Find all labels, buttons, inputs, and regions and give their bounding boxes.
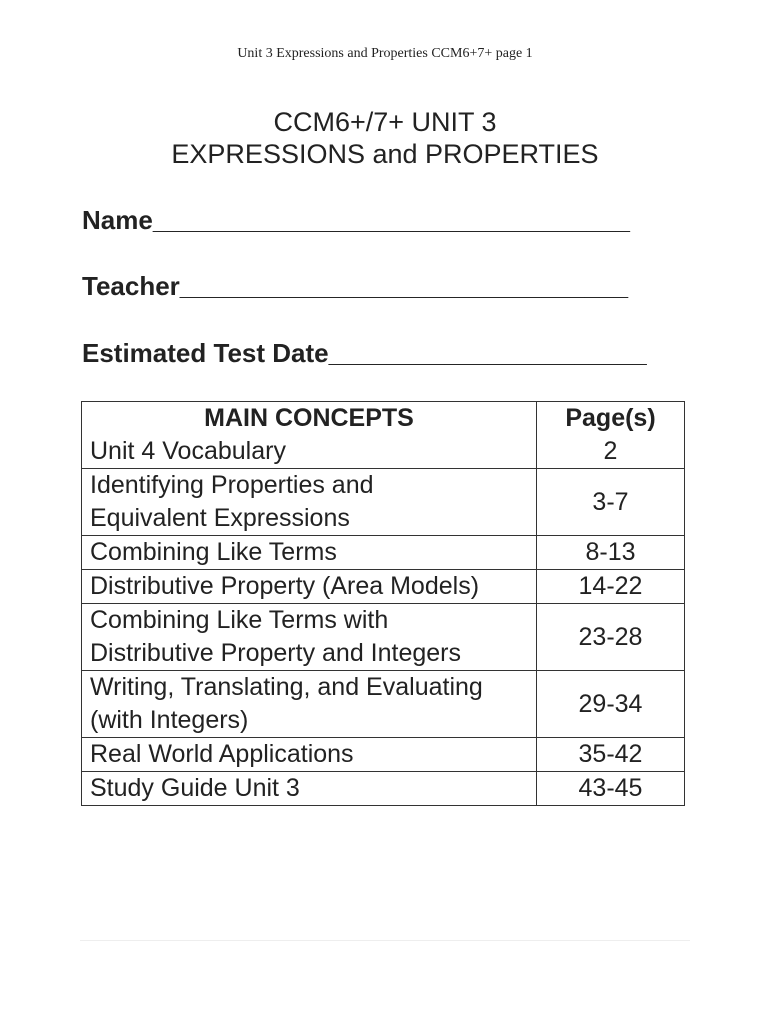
concept-line: Combining Like Terms with bbox=[90, 606, 389, 634]
concept-line: Combining Like Terms bbox=[90, 538, 337, 566]
concept-line: (with Integers) bbox=[90, 706, 249, 734]
name-field: Name_________________________________ bbox=[82, 205, 630, 235]
pages-cell: 35-42 bbox=[537, 738, 685, 772]
concept-line: Real World Applications bbox=[90, 740, 354, 768]
teacher-field: Teacher_______________________________ bbox=[82, 271, 629, 301]
pages-cell: 8-13 bbox=[537, 536, 685, 570]
table-row bbox=[82, 435, 685, 469]
table-row bbox=[82, 536, 685, 570]
table-row bbox=[82, 772, 685, 806]
concept-cell bbox=[82, 435, 537, 469]
table-row bbox=[82, 570, 685, 604]
running-header: Unit 3 Expressions and Properties CCM6+7+ page 1 bbox=[237, 46, 533, 61]
table-row bbox=[82, 469, 685, 536]
concept-line: Writing, Translating, and Evaluating bbox=[90, 673, 483, 701]
concept-cell bbox=[82, 772, 537, 806]
concept-cell bbox=[82, 671, 537, 738]
table-row bbox=[82, 671, 685, 738]
pages-cell: 3-7 bbox=[537, 469, 685, 536]
table-row bbox=[82, 604, 685, 671]
pages-cell: 43-45 bbox=[537, 772, 685, 806]
title-line-2: EXPRESSIONS and PROPERTIES bbox=[171, 139, 599, 169]
table-header-row bbox=[82, 402, 685, 436]
concept-cell bbox=[82, 738, 537, 772]
concept-cell bbox=[82, 536, 537, 570]
pages-cell: 14-22 bbox=[537, 570, 685, 604]
concept-line: Identifying Properties and bbox=[90, 471, 374, 499]
table-row bbox=[82, 738, 685, 772]
concept-cell bbox=[82, 570, 537, 604]
page-title bbox=[0, 106, 770, 170]
pages-cell: 2 bbox=[537, 435, 685, 469]
title-line-1: CCM6+/7+ UNIT 3 bbox=[273, 107, 497, 137]
pages-header: Page(s) bbox=[537, 402, 685, 436]
pages-cell: 23-28 bbox=[537, 604, 685, 671]
concept-line: Distributive Property and Integers bbox=[90, 639, 462, 667]
test-date-field: Estimated Test Date______________________ bbox=[82, 338, 647, 368]
concept-cell bbox=[82, 604, 537, 671]
pages-cell: 29-34 bbox=[537, 671, 685, 738]
concept-line: Equivalent Expressions bbox=[90, 504, 350, 532]
concepts-table bbox=[81, 401, 685, 806]
concept-cell bbox=[82, 469, 537, 536]
footer-divider bbox=[80, 940, 690, 941]
concept-line: Distributive Property (Area Models) bbox=[90, 572, 480, 600]
concept-line: Study Guide Unit 3 bbox=[90, 774, 300, 802]
concept-line: Unit 4 Vocabulary bbox=[90, 437, 286, 465]
main-concepts-header: MAIN CONCEPTS bbox=[82, 402, 537, 436]
